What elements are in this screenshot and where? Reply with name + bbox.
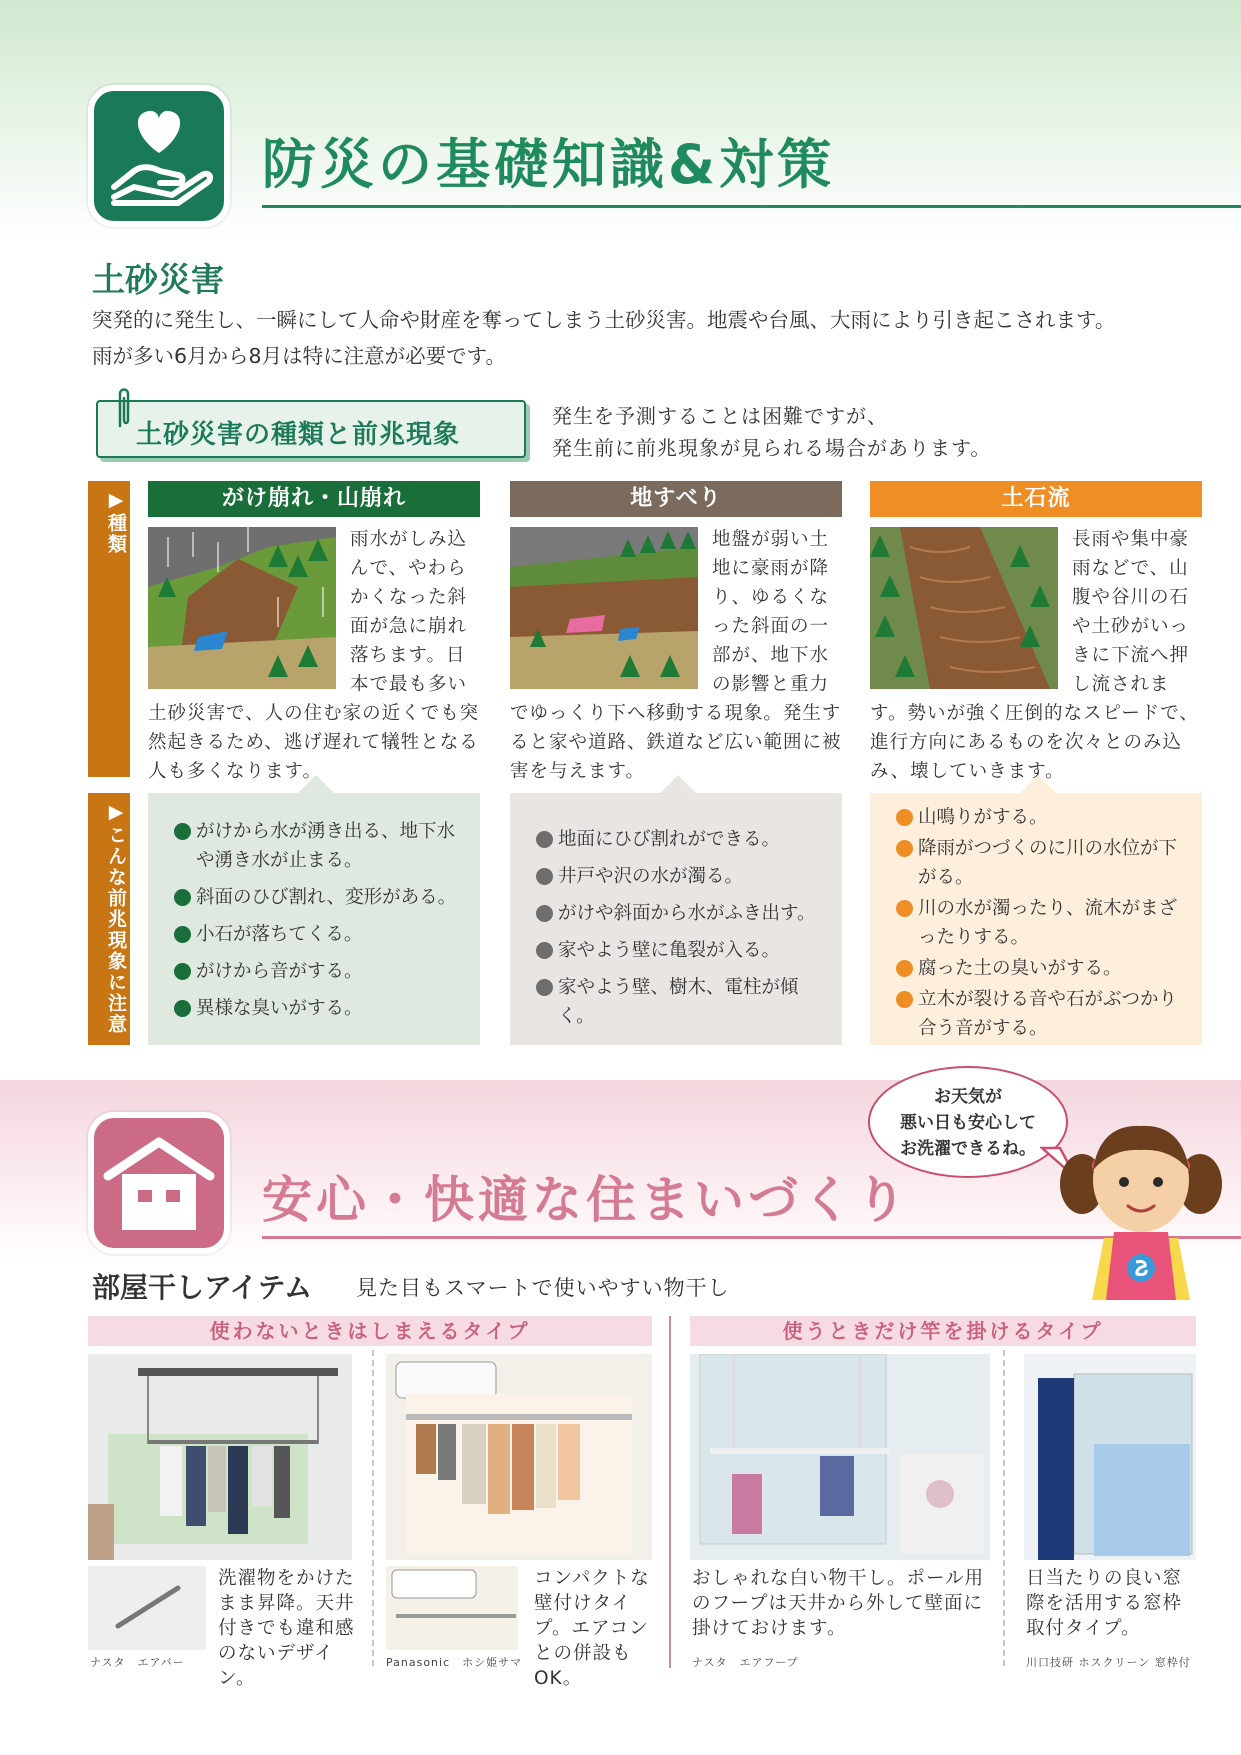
items-subtitle: 見た目もスマートで使いやすい物干し [356, 1276, 730, 1300]
product-desc: コンパクトな壁付けタイプ。エアコンとの併設もOK。 [534, 1568, 650, 1689]
sign-item [536, 936, 830, 965]
section-title-housing: 安心・快適な住まいづくり [262, 1171, 910, 1229]
sign-item [896, 803, 1190, 832]
sign-item [536, 973, 830, 1031]
sign-item [174, 817, 468, 875]
sign-item [174, 994, 468, 1023]
items-title: 部屋干しアイテム [92, 1271, 313, 1304]
bullet-dot-icon [536, 868, 553, 885]
types-tag [96, 400, 526, 458]
signs-box-slide [510, 793, 842, 1045]
sign-item [536, 899, 830, 928]
sign-item [896, 834, 1190, 892]
sign-text: 立木が裂ける音や石がぶつかり合う音がする。 [918, 989, 1178, 1039]
sign-text: 降雨がつづくのに川の水位が下がる。 [918, 838, 1178, 888]
column-head: 土石流 [870, 481, 1202, 517]
sign-text: 家やよう壁に亀裂が入る。 [558, 940, 781, 961]
column-landslide [148, 481, 480, 782]
bullet-dot-icon [896, 991, 913, 1008]
signs-box-landslide [148, 793, 480, 1045]
section-title-disaster: 防災の基礎知識&対策 [262, 133, 836, 196]
column-description [510, 525, 842, 786]
bullet-dot-icon [174, 963, 191, 980]
product-caption: 川口技研 ホスクリーン 窓枠付 [1026, 1656, 1191, 1669]
band-label-storable: 使わないときはしまえるタイプ [88, 1316, 652, 1346]
sign-text: 小石が落ちてくる。 [196, 924, 363, 945]
sign-text: 山鳴りがする。 [918, 807, 1048, 828]
product-desc: 日当たりの良い窓際を活用する窓枠取付タイプ。 [1026, 1568, 1183, 1639]
types-tag-label: 土砂災害の種類と前兆現象 [136, 420, 461, 450]
product-caption: Panasonic ホシ姫サマ [386, 1656, 523, 1669]
intro-text [92, 302, 1212, 374]
column-description-text: 雨水がしみ込んで、やわらかくなった斜面が急に崩れ落ちます。日本で最も多い土砂災害で、人の住む家の近くでも突然起きるため、逃げ遅れて犠牲となる人も多くなります。 [148, 529, 480, 782]
intro-line-1: 突発的に発生し、一瞬にして人命や財産を奪ってしまう土砂災害。地震や台風、大雨により引き起こされます。 [92, 308, 1116, 332]
bubble-line-2: 悪い日も安心して [900, 1113, 1036, 1133]
column-slide [510, 481, 842, 782]
sign-text: 異様な臭いがする。 [196, 998, 363, 1019]
product-caption: ナスタ エアフープ [692, 1656, 799, 1669]
column-description [870, 525, 1202, 786]
heart-hand-icon [88, 85, 230, 227]
side-label-types: ▶種類 [88, 481, 130, 777]
product-photo-hoscreen [1024, 1354, 1196, 1560]
bullet-dot-icon [896, 900, 913, 917]
intro-line-2: 雨が多い6月から8月は特に注意が必要です。 [92, 344, 506, 368]
side-label-signs: ▶こんな前兆現象に注意 [88, 793, 130, 1045]
sign-text: 井戸や沢の水が濁る。 [558, 866, 744, 887]
sign-item [896, 894, 1190, 952]
sign-item [896, 954, 1190, 983]
column-description-text: 長雨や集中豪雨などで、山腹や谷川の石や土砂がいっきに下流へ押し流されます。勢いが強く圧倒的なスピードで、進行方向にあるものを次々とのみ込み、壊していきます。 [870, 529, 1199, 782]
bullet-dot-icon [896, 809, 913, 826]
bullet-dot-icon [536, 905, 553, 922]
product-photo-airbar [88, 1354, 352, 1560]
sign-item [896, 985, 1190, 1043]
sign-item [536, 825, 830, 854]
bullet-dot-icon [896, 960, 913, 977]
column-description-text: 地盤が弱い土地に豪雨が降り、ゆるくなった斜面の一部が、地下水の影響と重力でゆっくり下へ移動する現象。発生すると家や道路、鉄道など広い範囲に被害を与えます。 [510, 529, 842, 782]
mascot-girl-illustration [1050, 1110, 1230, 1300]
product-caption: ナスタ エアバー [90, 1656, 185, 1669]
sign-text: がけや斜面から水がふき出す。 [558, 903, 816, 924]
subheading-landslide: 土砂災害 [92, 260, 224, 299]
product-photo-hoshihime [386, 1354, 652, 1560]
product-thumb-hoshihime [386, 1566, 518, 1650]
sign-text: がけから音がする。 [196, 961, 363, 982]
product-desc: おしゃれな白い物干し。ポール用のフープは天井から外して壁面に掛けておけます。 [692, 1568, 985, 1639]
column-head: がけ崩れ・山崩れ [148, 481, 480, 517]
column-description [148, 525, 480, 786]
dashed-divider [1003, 1350, 1005, 1666]
sign-item [536, 862, 830, 891]
sign-text: がけから水が湧き出る、地下水や湧き水が止まる。 [196, 821, 456, 871]
paperclip-icon [114, 386, 134, 430]
tag-note-line-2: 発生前に前兆現象が見られる場合があります。 [552, 436, 992, 460]
column-debris-flow [870, 481, 1202, 782]
signs-box-debris-flow [870, 793, 1202, 1045]
sign-item [174, 957, 468, 986]
product-thumb-airbar [88, 1566, 206, 1650]
bullet-dot-icon [174, 823, 191, 840]
dashed-divider [372, 1350, 374, 1666]
tag-note [552, 400, 991, 464]
sign-text: 斜面のひび割れ、変形がある。 [196, 887, 457, 908]
bullet-dot-icon [536, 979, 553, 996]
sign-text: 地面にひび割れができる。 [558, 829, 781, 850]
sign-text: 家やよう壁、樹木、電柱が傾く。 [558, 977, 799, 1027]
bullet-dot-icon [174, 1000, 191, 1017]
sign-text: 腐った土の臭いがする。 [918, 958, 1122, 979]
tag-note-line-1: 発生を予測することは困難ですが、 [552, 404, 888, 428]
vertical-divider [669, 1316, 671, 1668]
product-desc: 洗濯物をかけたまま昇降。天井付きでも違和感のないデザイン。 [218, 1568, 355, 1689]
bubble-line-1: お天気が [934, 1087, 1002, 1107]
sign-item [174, 920, 468, 949]
bullet-dot-icon [536, 831, 553, 848]
bullet-dot-icon [536, 942, 553, 959]
title-divider [262, 205, 1241, 208]
sign-item [174, 883, 468, 912]
band-label-hang-when-used: 使うときだけ竿を掛けるタイプ [690, 1316, 1196, 1346]
speech-bubble [868, 1066, 1068, 1178]
house-icon [88, 1112, 230, 1254]
column-head: 地すべり [510, 481, 842, 517]
bullet-dot-icon [174, 926, 191, 943]
product-photo-airhoop [690, 1354, 990, 1560]
bubble-line-3: お洗濯できるね。 [900, 1139, 1036, 1159]
bullet-dot-icon [174, 889, 191, 906]
sign-text: 川の水が濁ったり、流木がまざったりする。 [918, 898, 1178, 948]
bullet-dot-icon [896, 840, 913, 857]
